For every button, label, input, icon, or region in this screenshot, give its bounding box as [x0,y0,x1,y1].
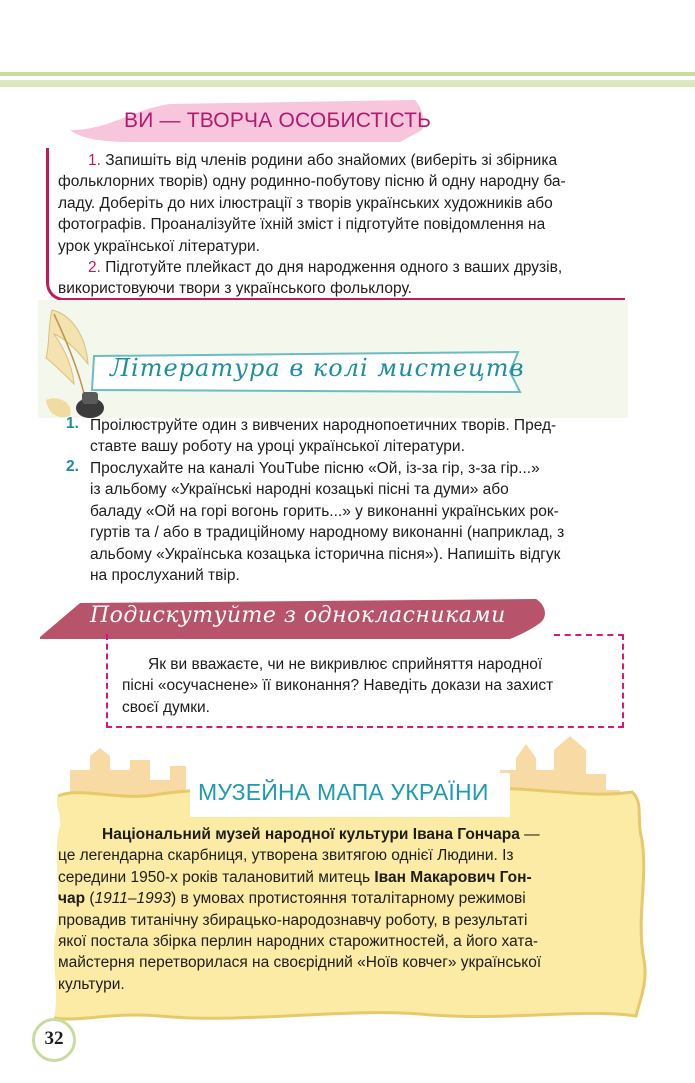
quill-ink-icon [40,304,110,422]
text-line: Як ви вважаєте, чи не викривлює сприйняття народної [148,656,543,673]
text-line: використовуючи твори з українського фольклору. [58,280,412,298]
top-rule-wide [0,80,695,87]
text-line: провадив титанічну збирацько-народознавчу роботу, в результаті [58,911,528,929]
section2-item1 [90,415,622,458]
text-line: Проілюструйте один з вивчених народнопоетичних творів. Пред- [90,417,557,434]
section4-title: МУЗЕЙНА МАПА УКРАЇНИ [198,779,489,805]
text-line: ( [85,890,95,908]
life-years: 1911–1993 [94,890,171,908]
top-rule [0,72,695,76]
item-number: 2. [66,458,79,475]
text-line: урок української літератури. [58,237,260,255]
text-line: культури. [58,975,125,993]
text-line: гуртів та / або в традиційному народному виконанні (наприклад, з [90,524,565,542]
section4-text [58,824,614,995]
text-line: Запишіть від членів родини або знайомих (виберіть зі збірника [105,152,558,169]
text-line: баладу «Ой на горі вогонь горить...» у виконанні українських рок- [90,502,559,520]
text-line: якої постала збірка перлин народних старожитностей, а його хата- [58,933,539,951]
section3-text [122,654,612,718]
text-line: на прослуханий твір. [90,567,240,585]
text-line: Підготуйте плейкаст до дня народження одного з ваших друзів, [105,259,563,277]
text-line: ладу. Доберіть до них ілюстрації з творів українських художників або [58,194,553,212]
text-line: пісні «осучаснене» її виконання? Наведіть докази на захист [122,677,554,695]
text-line: середини 1950-х років талановитий митець [58,868,375,886]
section1-title: ВИ — ТВОРЧА ОСОБИСТІСТЬ [124,109,432,132]
museum-name: Національний музей народної культури Івана Гончара [102,826,520,843]
page-number: 32 [44,1028,64,1049]
section2-item2 [90,458,622,586]
text-line: Прослухайте на каналі YouTube пісню «Ой, із-за гір, з-за гір...» [90,460,540,477]
text-line: фотографів. Проаналізуйте їхній зміст і підготуйте повідомлення на [58,216,546,234]
item-number: 2. [88,259,101,277]
person-name-end: чар [58,890,86,908]
text-line: це легендарна скарбниця, утворена звитягою однієї Людини. Із [58,847,514,865]
text-line: фольклорних творів) одну родинно-побутову пісню й одну народну ба- [58,173,566,191]
person-name: Іван Макарович Гон- [374,868,532,886]
text-line: ставте вашу роботу на уроці української літератури. [90,438,465,456]
text-line: ) в умовах протистояння тоталітарному режимові [171,890,526,908]
section3-title: Подискутуйте з однокласниками [90,603,506,628]
text-line: — [519,826,540,843]
text-line: майстерня перетворилася на своєрідний «Ноїв ковчег» української [58,954,542,972]
item-number: 1. [88,152,101,169]
text-line: із альбому «Українські народні козацькі пісні та думи» або [90,481,509,499]
text-line: своєї думки. [122,698,210,716]
text-line: альбому «Українська козацька історична пісня»). Напишіть відгук [90,545,561,563]
item-number: 1. [66,415,79,432]
section2-title: Література в колі мистецтв [110,354,525,382]
section1-item1 [58,150,622,300]
